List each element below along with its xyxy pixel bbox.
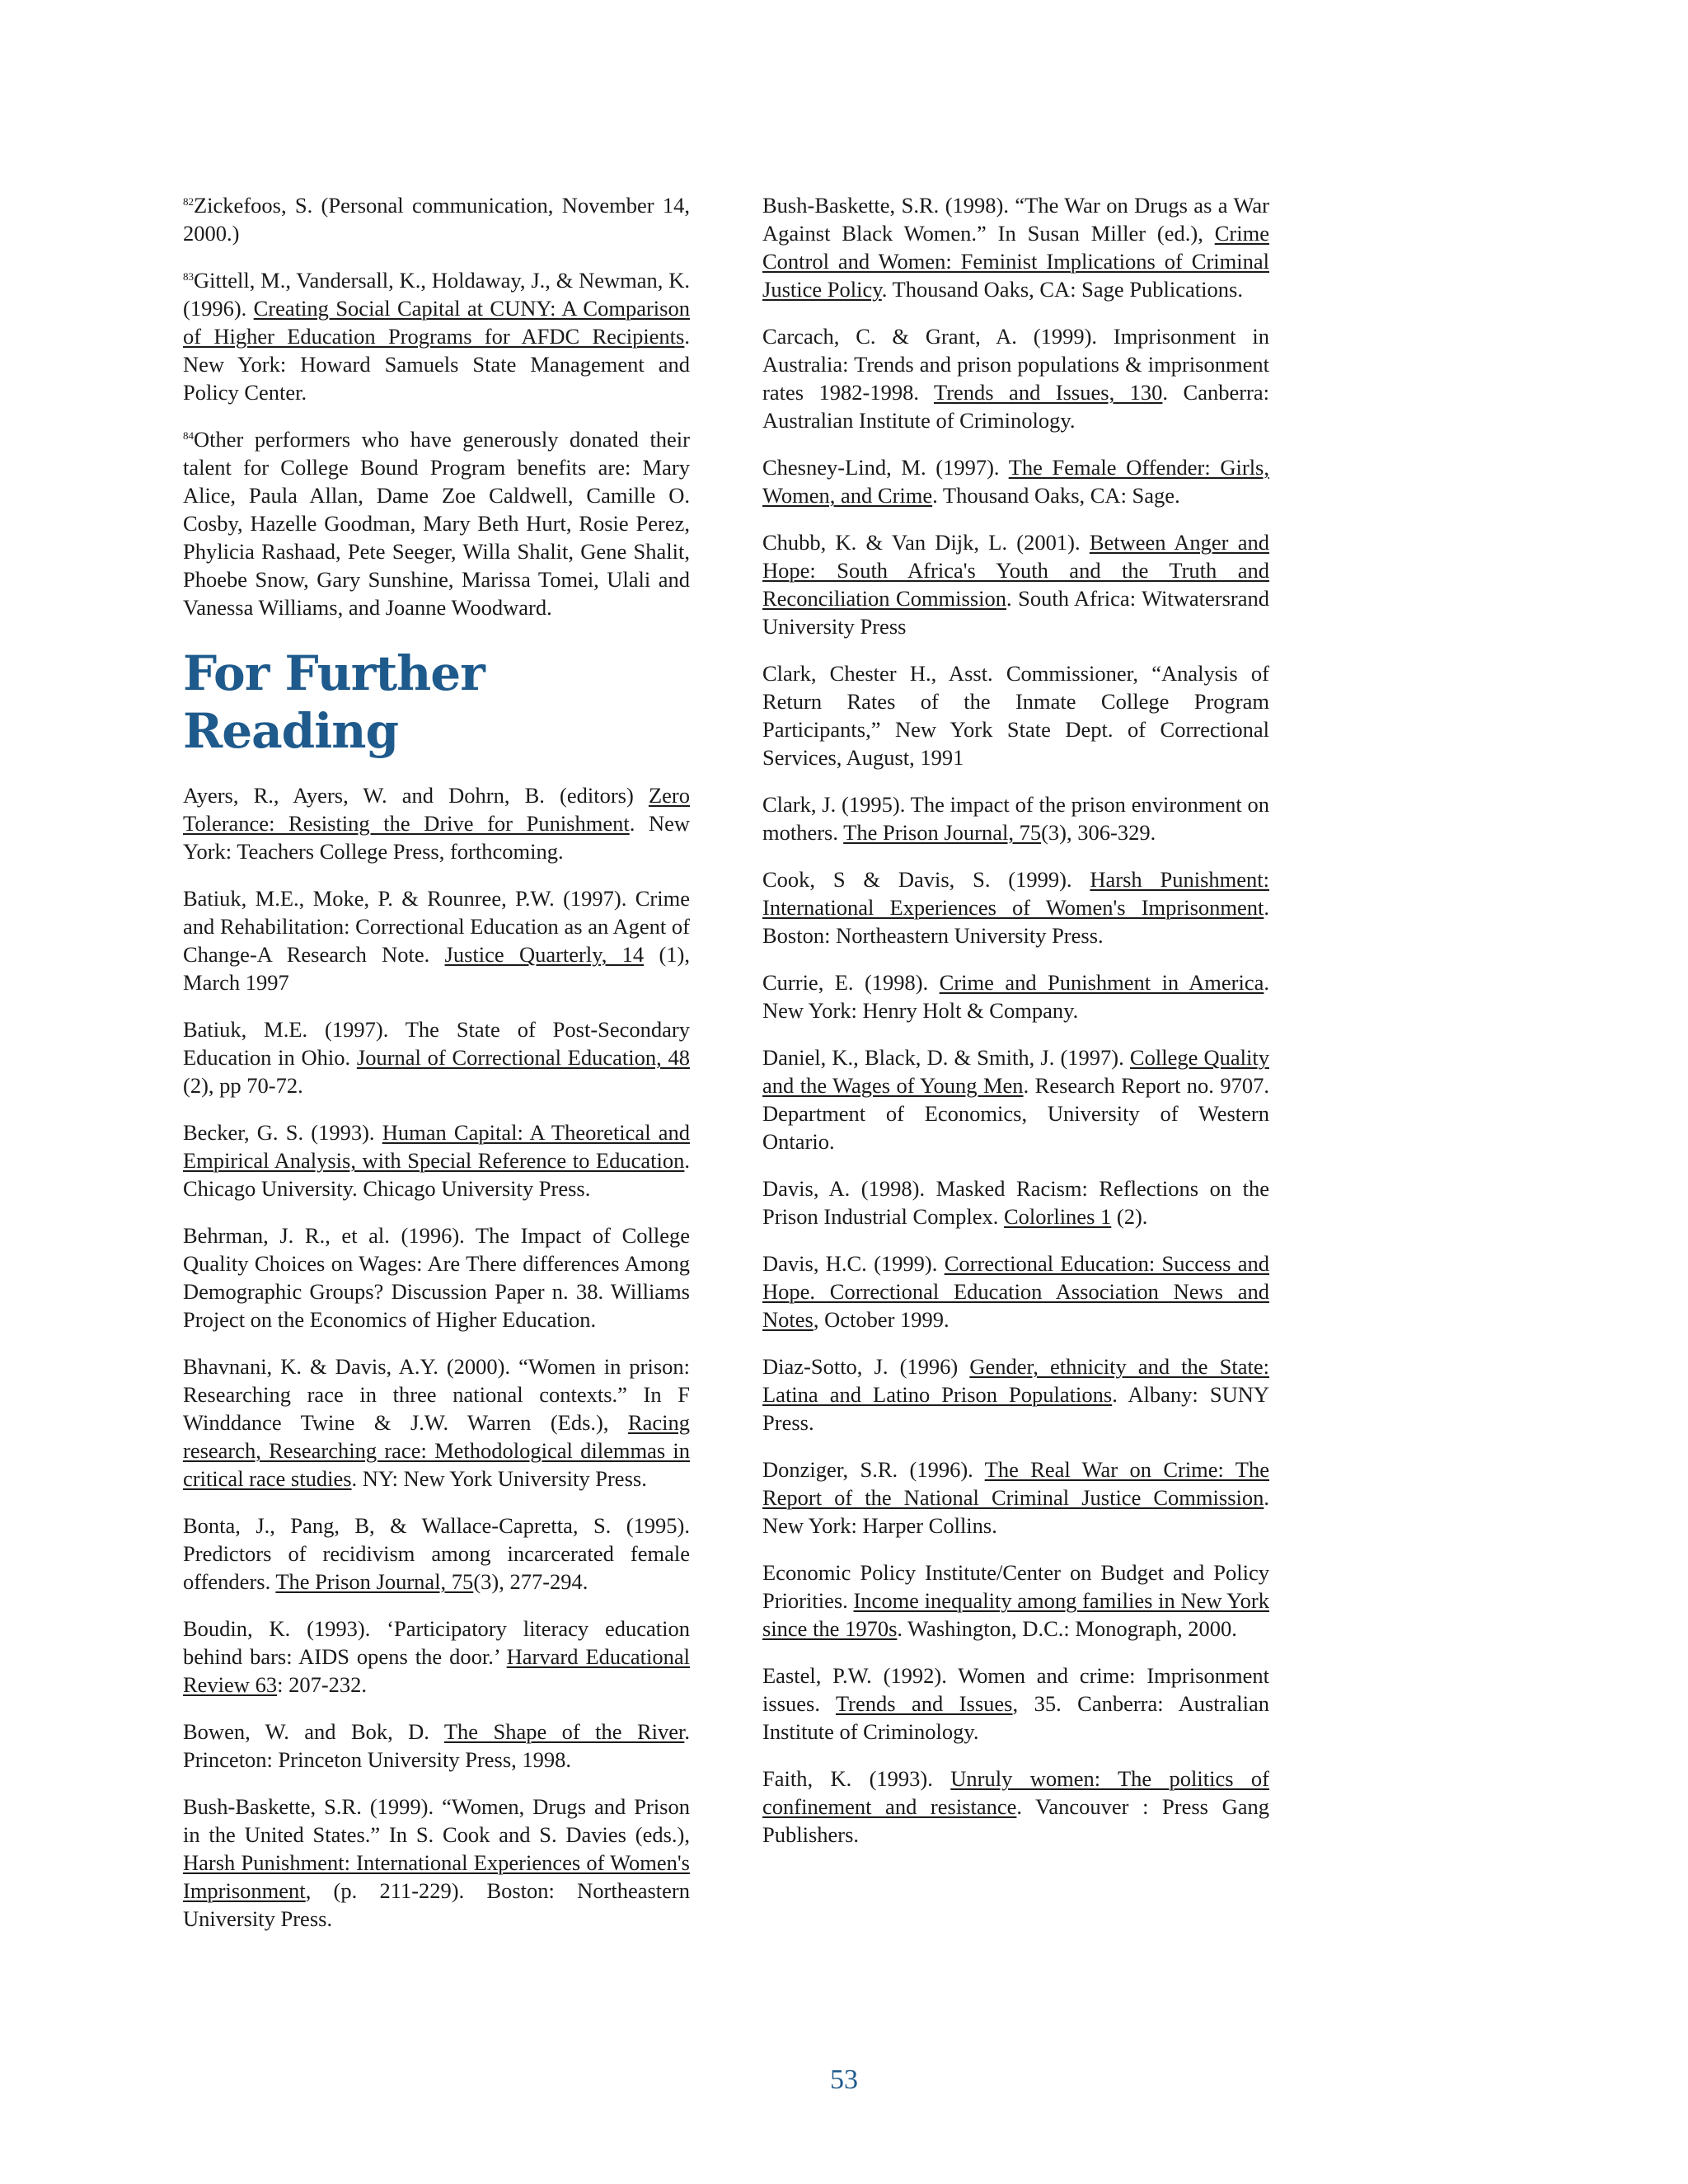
reference-title: Journal of Correctional Education, 48 <box>356 1045 690 1070</box>
reference-entry <box>762 1352 1269 1436</box>
reference-title: Harsh Punishment: International Experiences of Women's Imprisonment <box>183 1850 690 1903</box>
reference-title: Colorlines 1 <box>1003 1204 1112 1229</box>
reference-title: Harsh Punishment: International Experiences of Women's Imprisonment <box>762 867 1269 920</box>
reference-text: . South Africa: Witwatersrand University Press <box>762 586 1269 639</box>
reference-text: . Vancouver : Press Gang Publishers. <box>762 1794 1270 1847</box>
reference-title: Unruly women: The politics of confinement and resistance <box>762 1766 1269 1819</box>
reference-text: , October 1999. <box>813 1307 950 1332</box>
reference-title: Between Anger and Hope: South Africa's Youth and the Truth and Reconciliation Commission <box>762 530 1269 611</box>
reference-text: . Thousand Oaks, CA: Sage Publications. <box>881 277 1243 302</box>
reference-title: Zero Tolerance: Resisting the Drive for Punishment <box>183 783 690 836</box>
reference-text: . New York: Howard Samuels State Management and Policy Center. <box>183 324 690 405</box>
left-column <box>183 191 690 1952</box>
reference-entry <box>762 659 1269 771</box>
reference-title: Trends and Issues <box>835 1691 1013 1716</box>
reference-title: Racing research, Researching race: Methodological dilemmas in critical race studies <box>183 1410 690 1491</box>
reference-entry <box>183 1793 690 1933</box>
reference-text: (2). <box>1111 1204 1148 1229</box>
reference-text: Daniel, K., Black, D. & Smith, J. (1997). <box>762 1045 1130 1070</box>
reference-text: Carcach, C. & Grant, A. (1999). Imprisonment in Australia: Trends and prison populations & imprisonment rates 1982-1998. <box>762 324 1269 405</box>
reference-title: Crime Control and Women: Feminist Implications of Criminal Justice Policy <box>762 221 1269 302</box>
reference-text: Batiuk, M.E., Moke, P. & Rounree, P.W. (1997). Crime and Rehabilitation: Correctional Education as an Agent of Change-A Research Note. <box>183 886 690 967</box>
reference-title: College Quality and the Wages of Young Men <box>762 1045 1269 1098</box>
reference-entry <box>183 1511 690 1596</box>
reference-text: Other performers who have generously donated their talent for College Bound Program benefits are: Mary Alice, Paula Allan, Dame Zoe Caldwell, Camille O. Cosby, Hazelle Goodman, Mary Beth Hurt, Rosie Perez, Phylicia Rashaad, Pete Seeger, Willa Shalit, Gene Shalit, Phoebe Snow, Gary Sunshine, Marissa Tomei, Ulali and Vanessa Williams, and Joanne Woodward. <box>183 427 690 620</box>
reference-title: Crime and Punishment in America <box>939 970 1264 995</box>
reference-title: Creating Social Capital at CUNY: A Comparison of Higher Education Programs for AFDC Recipients <box>183 296 690 349</box>
reference-entry <box>762 191 1269 303</box>
reference-title: The Prison Journal, 75 <box>843 820 1042 845</box>
reference-entry <box>183 1718 690 1774</box>
section-heading: For Further Reading <box>183 645 485 759</box>
reference-text: Ayers, R., Ayers, W. and Dohrn, B. (editors) <box>183 783 649 808</box>
reference-text: Donziger, S.R. (1996). <box>762 1457 985 1482</box>
reference-entry <box>762 790 1269 846</box>
reference-text: . Boston: Northeastern University Press. <box>762 895 1269 948</box>
reference-text: Batiuk, M.E. (1997). The State of Post-Secondary Education in Ohio. <box>183 1017 690 1070</box>
reference-title: The Shape of the River <box>443 1719 685 1744</box>
reference-text: Becker, G. S. (1993). <box>183 1120 382 1145</box>
reference-text: Davis, A. (1998). Masked Racism: Reflections on the Prison Industrial Complex. <box>762 1176 1269 1229</box>
reference-text: (2), pp 70-72. <box>183 1073 303 1098</box>
reference-text: . Albany: SUNY Press. <box>762 1382 1269 1435</box>
reference-entry <box>762 865 1269 949</box>
footnote-number: 82 <box>183 195 194 208</box>
reference-entry <box>762 322 1269 434</box>
footnote-number: 83 <box>183 270 194 283</box>
reference-entry <box>762 1765 1269 1849</box>
reference-text: , 35. Canberra: Australian Institute of Criminology. <box>762 1691 1269 1744</box>
reference-text: Gittell, M., Vandersall, K., Holdaway, J., & Newman, K. (1996). <box>183 268 690 321</box>
reference-title: Correctional Education: Success and Hope. Correctional Education Association News and Notes <box>762 1251 1269 1332</box>
reference-text: , (p. 211-229). Boston: Northeastern University Press. <box>183 1878 690 1931</box>
reference-text: Faith, K. (1993). <box>762 1766 951 1791</box>
reference-text: Eastel, P.W. (1992). Women and crime: Imprisonment issues. <box>762 1663 1269 1716</box>
reference-entry <box>183 781 690 865</box>
reference-text: Diaz-Sotto, J. (1996) <box>762 1354 970 1379</box>
reference-text: Clark, J. (1995). The impact of the prison environment on mothers. <box>762 792 1269 845</box>
reference-text: . Chicago University. Chicago University Press. <box>183 1148 690 1201</box>
reference-entry <box>762 453 1269 509</box>
reference-title: The Prison Journal, 75 <box>275 1569 474 1594</box>
reference-text: Currie, E. (1998). <box>762 970 940 995</box>
references-list-right <box>762 191 1269 1849</box>
right-column <box>762 191 1269 1868</box>
reference-title: Gender, ethnicity and the State: Latina and Latino Prison Populations <box>762 1354 1269 1407</box>
reference-text: . Thousand Oaks, CA: Sage. <box>932 483 1180 508</box>
reference-entry <box>183 1615 690 1699</box>
reference-title: Trends and Issues, 130 <box>933 380 1163 405</box>
reference-entry <box>762 528 1269 640</box>
reference-text: Bush-Baskette, S.R. (1998). “The War on Drugs as a War Against Black Women.” In Susan Miller (ed.), <box>762 193 1269 246</box>
footnote <box>183 191 690 247</box>
reference-text: Economic Policy Institute/Center on Budget and Policy Priorities. <box>762 1560 1269 1613</box>
reference-entry <box>762 968 1269 1024</box>
page-number: 53 <box>830 2064 858 2095</box>
reference-text: Bush-Baskette, S.R. (1999). “Women, Drugs and Prison in the United States.” In S. Cook and S. Davies (eds.), <box>183 1794 690 1847</box>
reference-entry <box>762 1043 1269 1155</box>
reference-text: Chubb, K. & Van Dijk, L. (2001). <box>762 530 1090 555</box>
reference-text: Bhavnani, K. & Davis, A.Y. (2000). “Women in prison: Researching race in three national contexts.” In F Winddance Twine & J.W. Warren (Eds.), <box>183 1354 690 1435</box>
reference-title: The Female Offender: Girls, Women, and Crime <box>762 455 1269 508</box>
reference-entry <box>183 1015 690 1099</box>
reference-title: Human Capital: A Theoretical and Empirical Analysis, with Special Reference to Education <box>183 1120 690 1173</box>
reference-entry <box>183 1352 690 1493</box>
reference-text: (3), 306-329. <box>1041 820 1156 845</box>
reference-text: . Washington, D.C.: Monograph, 2000. <box>897 1616 1237 1641</box>
reference-text: Zickefoos, S. (Personal communication, November 14, 2000.) <box>183 193 690 246</box>
reference-entry <box>762 1174 1269 1230</box>
reference-text: . New York: Henry Holt & Company. <box>762 970 1269 1023</box>
reference-entry <box>762 1455 1269 1540</box>
reference-title: The Real War on Crime: The Report of the National Criminal Justice Commission <box>762 1457 1269 1510</box>
reference-entry <box>183 1221 690 1333</box>
reference-text: . New York: Teachers College Press, forthcoming. <box>183 811 690 864</box>
reference-title: Justice Quarterly, 14 <box>444 942 645 967</box>
reference-text: Cook, S & Davis, S. (1999). <box>762 867 1090 892</box>
footnote <box>183 266 690 406</box>
reference-title: Harvard Educational Review 63 <box>183 1644 691 1697</box>
reference-entry <box>762 1661 1269 1746</box>
reference-text: Behrman, J. R., et al. (1996). The Impact of College Quality Choices on Wages: Are There differences Among Demographic Groups? Discussion Paper n. 38. Williams Project on the Economics of Higher Education. <box>183 1223 690 1332</box>
reference-text: Bowen, W. and Bok, D. <box>183 1719 444 1744</box>
reference-text: : 207-232. <box>277 1672 368 1697</box>
reference-entry <box>762 1558 1269 1643</box>
footnote-number: 84 <box>183 429 194 442</box>
reference-text: (1), March 1997 <box>183 942 690 995</box>
reference-text: Boudin, K. (1993). ‘Participatory literacy education behind bars: AIDS opens the door.’ <box>183 1616 690 1669</box>
reference-text: . New York: Harper Collins. <box>762 1485 1269 1538</box>
reference-text: Clark, Chester H., Asst. Commissioner, “Analysis of Return Rates of the Inmate College Program Participants,” New York State Dept. of Correctional Services, August, 1991 <box>762 661 1269 770</box>
reference-text: Davis, H.C. (1999). <box>762 1251 945 1276</box>
reference-entry <box>183 884 690 996</box>
footnote <box>183 425 690 621</box>
reference-text: Bonta, J., Pang, B, & Wallace-Capretta, S. (1995). Predictors of recidivism among incarcerated female offenders. <box>183 1513 690 1594</box>
reference-text: (3), 277-294. <box>473 1569 588 1594</box>
footnotes <box>183 191 690 621</box>
reference-entry <box>762 1249 1269 1333</box>
reference-title: Income inequality among families in New York since the 1970s <box>762 1588 1269 1641</box>
reference-text: Chesney-Lind, M. (1997). <box>762 455 1009 480</box>
reference-text: . Research Report no. 9707. Department of Economics, University of Western Ontario. <box>762 1073 1269 1154</box>
reference-text: . NY: New York University Press. <box>351 1466 647 1491</box>
reference-text: . Canberra: Australian Institute of Criminology. <box>762 380 1269 433</box>
references-list-left <box>183 781 690 1933</box>
reference-text: . Princeton: Princeton University Press, 1998. <box>183 1719 690 1772</box>
reference-entry <box>183 1118 690 1202</box>
